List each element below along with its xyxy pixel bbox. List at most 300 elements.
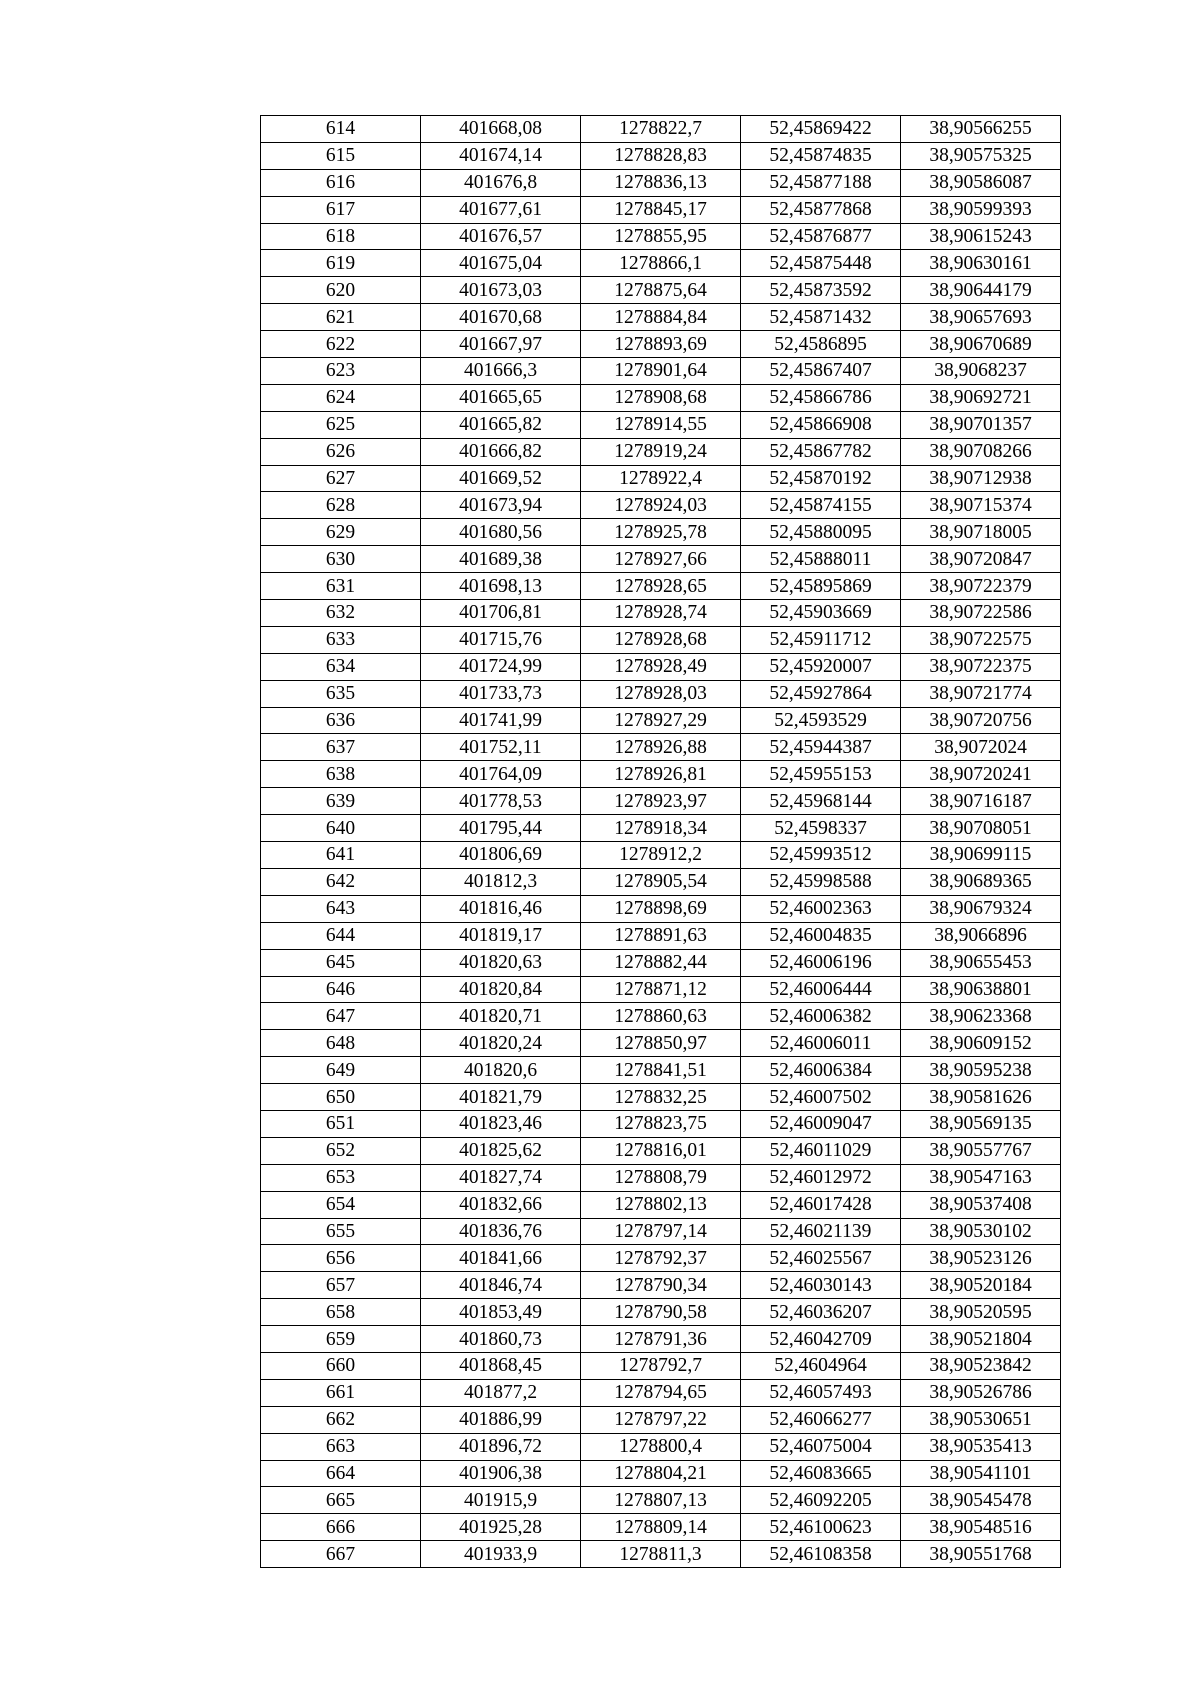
cell-longitude: 38,90595238: [901, 1057, 1061, 1084]
table-row: [261, 1406, 1061, 1433]
table-row: [261, 1084, 1061, 1111]
cell-y: 1278807,13: [581, 1487, 741, 1514]
cell-y: 1278791,36: [581, 1326, 741, 1353]
coordinates-table-body: [261, 116, 1061, 1568]
cell-latitude: 52,45867782: [741, 438, 901, 465]
table-row: [261, 1245, 1061, 1272]
cell-latitude: 52,46083665: [741, 1460, 901, 1487]
cell-point-number: 634: [261, 653, 421, 680]
cell-y: 1278928,68: [581, 626, 741, 653]
table-row: [261, 707, 1061, 734]
cell-x: 401689,38: [421, 546, 581, 573]
cell-point-number: 642: [261, 868, 421, 895]
table-row: [261, 1110, 1061, 1137]
table-row: [261, 734, 1061, 761]
cell-x: 401823,46: [421, 1110, 581, 1137]
cell-latitude: 52,46100623: [741, 1514, 901, 1541]
cell-y: 1278855,95: [581, 223, 741, 250]
table-row: [261, 1433, 1061, 1460]
cell-point-number: 651: [261, 1110, 421, 1137]
table-row: [261, 1218, 1061, 1245]
cell-longitude: 38,90657693: [901, 304, 1061, 331]
cell-y: 1278928,03: [581, 680, 741, 707]
cell-y: 1278811,3: [581, 1541, 741, 1568]
cell-point-number: 635: [261, 680, 421, 707]
cell-x: 401846,74: [421, 1272, 581, 1299]
cell-y: 1278912,2: [581, 842, 741, 869]
cell-point-number: 637: [261, 734, 421, 761]
cell-latitude: 52,45895869: [741, 573, 901, 600]
cell-latitude: 52,46012972: [741, 1164, 901, 1191]
cell-x: 401819,17: [421, 922, 581, 949]
cell-point-number: 658: [261, 1299, 421, 1326]
cell-point-number: 632: [261, 600, 421, 627]
cell-x: 401820,24: [421, 1030, 581, 1057]
cell-longitude: 38,90535413: [901, 1433, 1061, 1460]
cell-point-number: 630: [261, 546, 421, 573]
cell-latitude: 52,46006011: [741, 1030, 901, 1057]
cell-latitude: 52,45968144: [741, 788, 901, 815]
cell-point-number: 640: [261, 815, 421, 842]
cell-latitude: 52,45944387: [741, 734, 901, 761]
cell-latitude: 52,46092205: [741, 1487, 901, 1514]
cell-latitude: 52,45875448: [741, 250, 901, 277]
table-row: [261, 922, 1061, 949]
cell-latitude: 52,4604964: [741, 1352, 901, 1379]
cell-x: 401853,49: [421, 1299, 581, 1326]
cell-point-number: 621: [261, 304, 421, 331]
cell-x: 401778,53: [421, 788, 581, 815]
cell-y: 1278928,74: [581, 600, 741, 627]
cell-x: 401825,62: [421, 1137, 581, 1164]
cell-x: 401674,14: [421, 142, 581, 169]
table-row: [261, 761, 1061, 788]
cell-point-number: 648: [261, 1030, 421, 1057]
cell-x: 401795,44: [421, 815, 581, 842]
cell-longitude: 38,90655453: [901, 949, 1061, 976]
cell-x: 401675,04: [421, 250, 581, 277]
cell-y: 1278922,4: [581, 465, 741, 492]
cell-x: 401724,99: [421, 653, 581, 680]
cell-y: 1278925,78: [581, 519, 741, 546]
cell-longitude: 38,90526786: [901, 1379, 1061, 1406]
cell-x: 401666,82: [421, 438, 581, 465]
cell-longitude: 38,90722379: [901, 573, 1061, 600]
cell-longitude: 38,9072024: [901, 734, 1061, 761]
cell-longitude: 38,90615243: [901, 223, 1061, 250]
cell-y: 1278800,4: [581, 1433, 741, 1460]
table-row: [261, 465, 1061, 492]
cell-x: 401816,46: [421, 895, 581, 922]
cell-y: 1278928,65: [581, 573, 741, 600]
cell-longitude: 38,90722575: [901, 626, 1061, 653]
cell-point-number: 624: [261, 384, 421, 411]
cell-point-number: 625: [261, 411, 421, 438]
cell-point-number: 620: [261, 277, 421, 304]
cell-latitude: 52,45888011: [741, 546, 901, 573]
cell-x: 401832,66: [421, 1191, 581, 1218]
cell-point-number: 663: [261, 1433, 421, 1460]
cell-x: 401820,84: [421, 976, 581, 1003]
cell-y: 1278914,55: [581, 411, 741, 438]
cell-latitude: 52,45911712: [741, 626, 901, 653]
cell-latitude: 52,46006384: [741, 1057, 901, 1084]
table-row: [261, 304, 1061, 331]
cell-y: 1278845,17: [581, 196, 741, 223]
cell-point-number: 615: [261, 142, 421, 169]
cell-latitude: 52,45993512: [741, 842, 901, 869]
cell-y: 1278802,13: [581, 1191, 741, 1218]
cell-point-number: 649: [261, 1057, 421, 1084]
table-row: [261, 1030, 1061, 1057]
cell-y: 1278927,66: [581, 546, 741, 573]
cell-x: 401680,56: [421, 519, 581, 546]
cell-y: 1278850,97: [581, 1030, 741, 1057]
cell-x: 401820,71: [421, 1003, 581, 1030]
table-row: [261, 1541, 1061, 1568]
cell-point-number: 660: [261, 1352, 421, 1379]
cell-x: 401860,73: [421, 1326, 581, 1353]
cell-x: 401706,81: [421, 600, 581, 627]
cell-latitude: 52,46006196: [741, 949, 901, 976]
cell-point-number: 662: [261, 1406, 421, 1433]
cell-latitude: 52,45866908: [741, 411, 901, 438]
table-row: [261, 411, 1061, 438]
cell-longitude: 38,90718005: [901, 519, 1061, 546]
cell-y: 1278893,69: [581, 331, 741, 358]
cell-latitude: 52,46009047: [741, 1110, 901, 1137]
cell-longitude: 38,90699115: [901, 842, 1061, 869]
cell-x: 401666,3: [421, 358, 581, 385]
cell-x: 401668,08: [421, 116, 581, 143]
cell-longitude: 38,90569135: [901, 1110, 1061, 1137]
cell-point-number: 656: [261, 1245, 421, 1272]
cell-longitude: 38,90712938: [901, 465, 1061, 492]
cell-y: 1278797,22: [581, 1406, 741, 1433]
cell-x: 401673,94: [421, 492, 581, 519]
cell-x: 401806,69: [421, 842, 581, 869]
table-row: [261, 277, 1061, 304]
cell-x: 401665,82: [421, 411, 581, 438]
table-row: [261, 250, 1061, 277]
table-row: [261, 196, 1061, 223]
cell-latitude: 52,45873592: [741, 277, 901, 304]
cell-longitude: 38,90575325: [901, 142, 1061, 169]
table-row: [261, 1514, 1061, 1541]
table-row: [261, 1379, 1061, 1406]
cell-y: 1278927,29: [581, 707, 741, 734]
table-row: [261, 949, 1061, 976]
cell-x: 401667,97: [421, 331, 581, 358]
table-row: [261, 1326, 1061, 1353]
cell-point-number: 646: [261, 976, 421, 1003]
cell-x: 401821,79: [421, 1084, 581, 1111]
cell-x: 401877,2: [421, 1379, 581, 1406]
cell-y: 1278822,7: [581, 116, 741, 143]
table-row: [261, 438, 1061, 465]
cell-point-number: 645: [261, 949, 421, 976]
cell-longitude: 38,90708051: [901, 815, 1061, 842]
cell-longitude: 38,90586087: [901, 169, 1061, 196]
cell-point-number: 638: [261, 761, 421, 788]
cell-longitude: 38,90521804: [901, 1326, 1061, 1353]
cell-latitude: 52,4598337: [741, 815, 901, 842]
cell-point-number: 653: [261, 1164, 421, 1191]
table-row: [261, 626, 1061, 653]
cell-point-number: 628: [261, 492, 421, 519]
cell-latitude: 52,45870192: [741, 465, 901, 492]
cell-y: 1278792,37: [581, 1245, 741, 1272]
cell-longitude: 38,90701357: [901, 411, 1061, 438]
cell-x: 401715,76: [421, 626, 581, 653]
cell-longitude: 38,90547163: [901, 1164, 1061, 1191]
cell-longitude: 38,90644179: [901, 277, 1061, 304]
cell-point-number: 626: [261, 438, 421, 465]
table-row: [261, 1299, 1061, 1326]
table-row: [261, 1272, 1061, 1299]
cell-x: 401764,09: [421, 761, 581, 788]
cell-longitude: 38,90679324: [901, 895, 1061, 922]
cell-y: 1278926,81: [581, 761, 741, 788]
cell-x: 401676,57: [421, 223, 581, 250]
cell-point-number: 622: [261, 331, 421, 358]
cell-x: 401841,66: [421, 1245, 581, 1272]
cell-point-number: 636: [261, 707, 421, 734]
cell-longitude: 38,90630161: [901, 250, 1061, 277]
cell-latitude: 52,45871432: [741, 304, 901, 331]
cell-y: 1278884,84: [581, 304, 741, 331]
cell-latitude: 52,45867407: [741, 358, 901, 385]
cell-y: 1278901,64: [581, 358, 741, 385]
cell-longitude: 38,90670689: [901, 331, 1061, 358]
cell-latitude: 52,45874835: [741, 142, 901, 169]
cell-point-number: 639: [261, 788, 421, 815]
cell-point-number: 633: [261, 626, 421, 653]
cell-longitude: 38,90722586: [901, 600, 1061, 627]
cell-latitude: 52,45877868: [741, 196, 901, 223]
table-row: [261, 680, 1061, 707]
cell-latitude: 52,46030143: [741, 1272, 901, 1299]
cell-latitude: 52,46006444: [741, 976, 901, 1003]
cell-y: 1278790,34: [581, 1272, 741, 1299]
cell-longitude: 38,90548516: [901, 1514, 1061, 1541]
cell-x: 401676,8: [421, 169, 581, 196]
cell-longitude: 38,9066896: [901, 922, 1061, 949]
cell-latitude: 52,46007502: [741, 1084, 901, 1111]
cell-point-number: 655: [261, 1218, 421, 1245]
table-row: [261, 358, 1061, 385]
cell-point-number: 643: [261, 895, 421, 922]
cell-point-number: 614: [261, 116, 421, 143]
cell-latitude: 52,46002363: [741, 895, 901, 922]
cell-latitude: 52,46042709: [741, 1326, 901, 1353]
cell-longitude: 38,90722375: [901, 653, 1061, 680]
cell-latitude: 52,45927864: [741, 680, 901, 707]
cell-y: 1278891,63: [581, 922, 741, 949]
cell-latitude: 52,46025567: [741, 1245, 901, 1272]
cell-y: 1278841,51: [581, 1057, 741, 1084]
cell-longitude: 38,90623368: [901, 1003, 1061, 1030]
cell-latitude: 52,46004835: [741, 922, 901, 949]
cell-longitude: 38,90609152: [901, 1030, 1061, 1057]
cell-latitude: 52,46066277: [741, 1406, 901, 1433]
cell-x: 401669,52: [421, 465, 581, 492]
cell-latitude: 52,46017428: [741, 1191, 901, 1218]
cell-y: 1278928,49: [581, 653, 741, 680]
cell-point-number: 664: [261, 1460, 421, 1487]
cell-y: 1278918,34: [581, 815, 741, 842]
cell-x: 401868,45: [421, 1352, 581, 1379]
cell-longitude: 38,90523842: [901, 1352, 1061, 1379]
table-row: [261, 815, 1061, 842]
cell-longitude: 38,90566255: [901, 116, 1061, 143]
cell-latitude: 52,45920007: [741, 653, 901, 680]
cell-longitude: 38,90716187: [901, 788, 1061, 815]
cell-point-number: 647: [261, 1003, 421, 1030]
cell-longitude: 38,90545478: [901, 1487, 1061, 1514]
cell-longitude: 38,90720847: [901, 546, 1061, 573]
cell-longitude: 38,90541101: [901, 1460, 1061, 1487]
cell-point-number: 623: [261, 358, 421, 385]
cell-y: 1278905,54: [581, 868, 741, 895]
table-row: [261, 976, 1061, 1003]
cell-y: 1278797,14: [581, 1218, 741, 1245]
cell-latitude: 52,45876877: [741, 223, 901, 250]
cell-y: 1278908,68: [581, 384, 741, 411]
cell-longitude: 38,90537408: [901, 1191, 1061, 1218]
cell-y: 1278794,65: [581, 1379, 741, 1406]
cell-point-number: 641: [261, 842, 421, 869]
cell-y: 1278923,97: [581, 788, 741, 815]
table-row: [261, 1487, 1061, 1514]
cell-longitude: 38,90708266: [901, 438, 1061, 465]
cell-y: 1278792,7: [581, 1352, 741, 1379]
table-row: [261, 384, 1061, 411]
cell-x: 401915,9: [421, 1487, 581, 1514]
table-row: [261, 223, 1061, 250]
table-row: [261, 1057, 1061, 1084]
cell-latitude: 52,4593529: [741, 707, 901, 734]
cell-longitude: 38,90599393: [901, 196, 1061, 223]
table-row: [261, 331, 1061, 358]
table-row: [261, 868, 1061, 895]
table-row: [261, 142, 1061, 169]
cell-x: 401673,03: [421, 277, 581, 304]
cell-x: 401665,65: [421, 384, 581, 411]
table-row: [261, 1460, 1061, 1487]
cell-y: 1278871,12: [581, 976, 741, 1003]
cell-longitude: 38,90692721: [901, 384, 1061, 411]
cell-y: 1278790,58: [581, 1299, 741, 1326]
table-row: [261, 492, 1061, 519]
cell-longitude: 38,90557767: [901, 1137, 1061, 1164]
cell-point-number: 644: [261, 922, 421, 949]
cell-latitude: 52,46057493: [741, 1379, 901, 1406]
cell-longitude: 38,90689365: [901, 868, 1061, 895]
cell-x: 401733,73: [421, 680, 581, 707]
cell-longitude: 38,90721774: [901, 680, 1061, 707]
table-row: [261, 116, 1061, 143]
cell-x: 401827,74: [421, 1164, 581, 1191]
cell-point-number: 659: [261, 1326, 421, 1353]
table-row: [261, 1352, 1061, 1379]
cell-y: 1278823,75: [581, 1110, 741, 1137]
cell-point-number: 616: [261, 169, 421, 196]
cell-longitude: 38,90520184: [901, 1272, 1061, 1299]
cell-latitude: 52,4586895: [741, 331, 901, 358]
cell-latitude: 52,45955153: [741, 761, 901, 788]
cell-y: 1278866,1: [581, 250, 741, 277]
cell-y: 1278804,21: [581, 1460, 741, 1487]
cell-point-number: 666: [261, 1514, 421, 1541]
table-row: [261, 600, 1061, 627]
cell-latitude: 52,45903669: [741, 600, 901, 627]
cell-point-number: 617: [261, 196, 421, 223]
cell-y: 1278926,88: [581, 734, 741, 761]
cell-x: 401670,68: [421, 304, 581, 331]
cell-longitude: 38,90520595: [901, 1299, 1061, 1326]
table-row: [261, 1191, 1061, 1218]
table-row: [261, 1003, 1061, 1030]
table-row: [261, 573, 1061, 600]
cell-longitude: 38,90530651: [901, 1406, 1061, 1433]
cell-x: 401741,99: [421, 707, 581, 734]
cell-y: 1278836,13: [581, 169, 741, 196]
cell-point-number: 629: [261, 519, 421, 546]
table-row: [261, 842, 1061, 869]
cell-latitude: 52,46011029: [741, 1137, 901, 1164]
cell-x: 401820,6: [421, 1057, 581, 1084]
cell-y: 1278924,03: [581, 492, 741, 519]
cell-longitude: 38,90581626: [901, 1084, 1061, 1111]
cell-point-number: 618: [261, 223, 421, 250]
cell-x: 401933,9: [421, 1541, 581, 1568]
cell-x: 401925,28: [421, 1514, 581, 1541]
cell-x: 401836,76: [421, 1218, 581, 1245]
cell-latitude: 52,45880095: [741, 519, 901, 546]
table-row: [261, 653, 1061, 680]
cell-x: 401677,61: [421, 196, 581, 223]
cell-latitude: 52,46021139: [741, 1218, 901, 1245]
cell-point-number: 654: [261, 1191, 421, 1218]
cell-y: 1278832,25: [581, 1084, 741, 1111]
cell-point-number: 665: [261, 1487, 421, 1514]
cell-longitude: 38,90720241: [901, 761, 1061, 788]
table-row: [261, 519, 1061, 546]
cell-x: 401698,13: [421, 573, 581, 600]
cell-y: 1278875,64: [581, 277, 741, 304]
cell-longitude: 38,90523126: [901, 1245, 1061, 1272]
cell-latitude: 52,45869422: [741, 116, 901, 143]
cell-y: 1278898,69: [581, 895, 741, 922]
cell-point-number: 619: [261, 250, 421, 277]
cell-y: 1278808,79: [581, 1164, 741, 1191]
cell-longitude: 38,9068237: [901, 358, 1061, 385]
cell-x: 401886,99: [421, 1406, 581, 1433]
coordinates-table: [260, 115, 1061, 1568]
cell-latitude: 52,45877188: [741, 169, 901, 196]
cell-longitude: 38,90638801: [901, 976, 1061, 1003]
cell-point-number: 661: [261, 1379, 421, 1406]
cell-latitude: 52,45866786: [741, 384, 901, 411]
cell-x: 401752,11: [421, 734, 581, 761]
cell-point-number: 652: [261, 1137, 421, 1164]
table-row: [261, 546, 1061, 573]
cell-point-number: 627: [261, 465, 421, 492]
cell-point-number: 657: [261, 1272, 421, 1299]
table-row: [261, 169, 1061, 196]
cell-longitude: 38,90715374: [901, 492, 1061, 519]
